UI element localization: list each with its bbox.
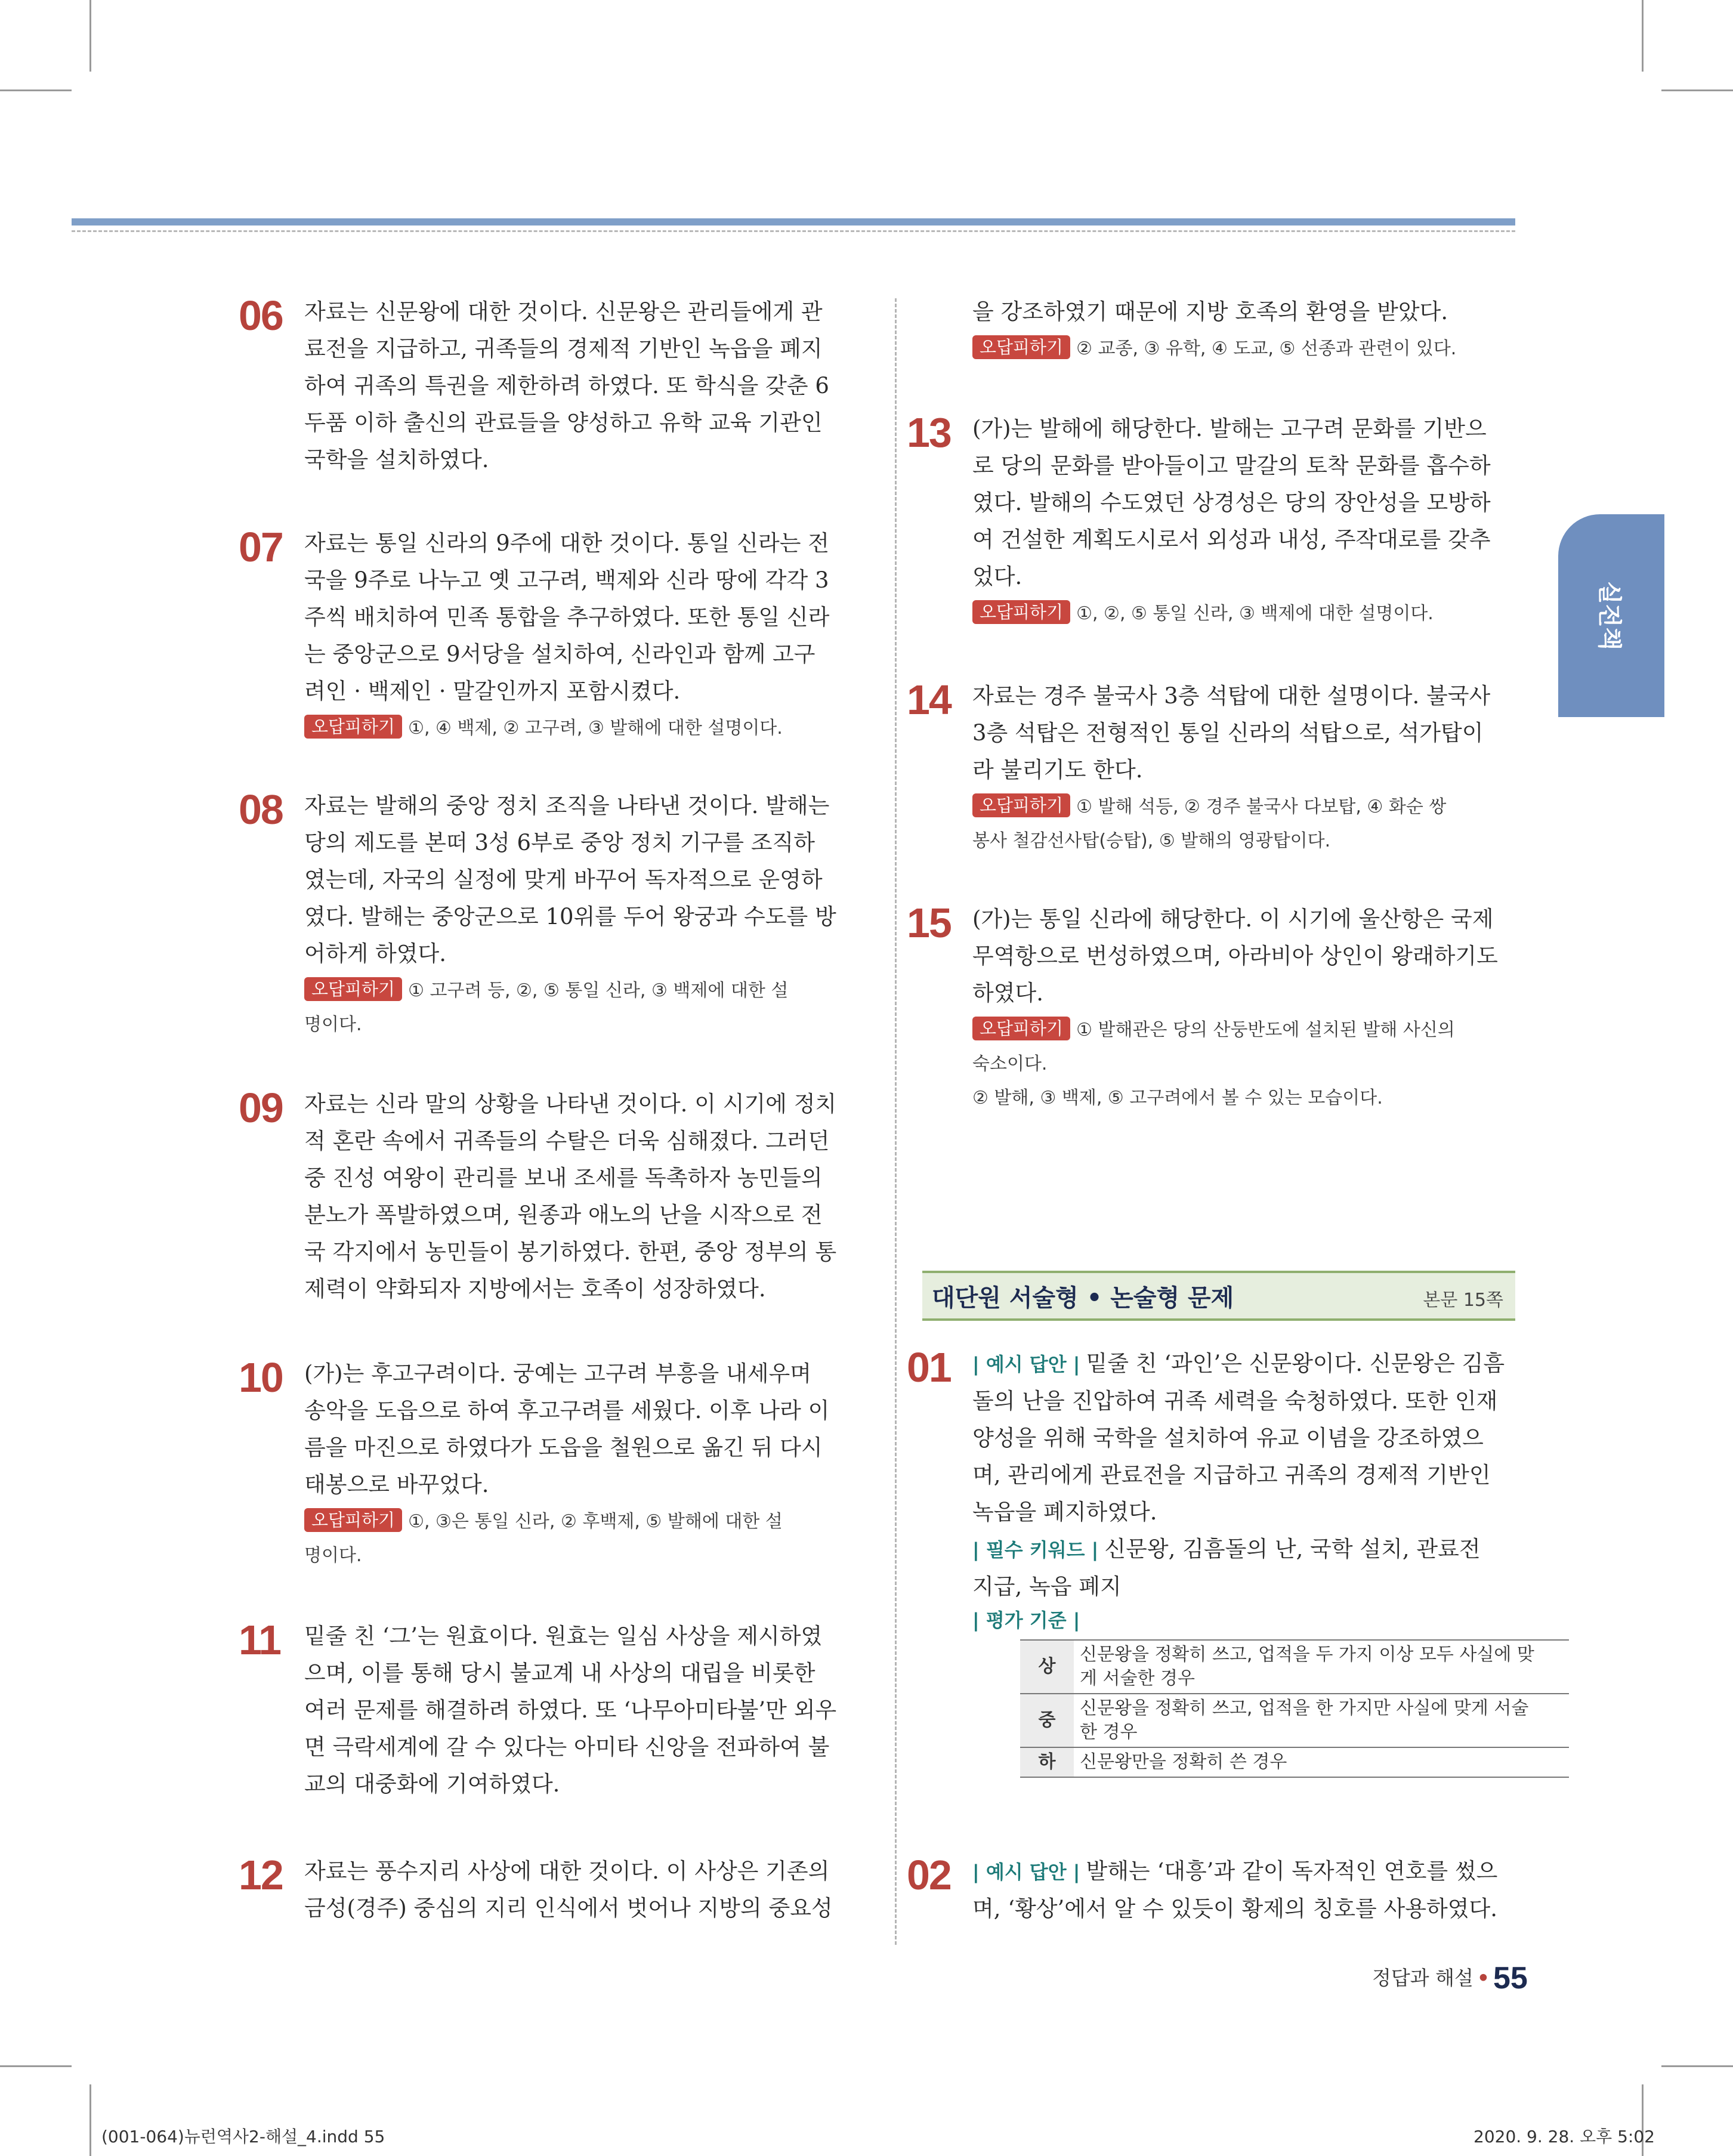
wrong-answer-badge: 오답피하기	[304, 1508, 402, 1532]
header-bar	[72, 218, 1515, 226]
note-line: 명이다.	[304, 1014, 362, 1035]
answer-item	[239, 524, 901, 745]
text-line: 금성(경주) 중심의 지리 인식에서 벗어나 지방의 중요성	[304, 1895, 833, 1921]
text-line: 국학을 설치하였다.	[304, 447, 489, 472]
criteria-text: 신문왕만을 정확히 쓴 경우	[1080, 1752, 1287, 1772]
page-number: 55	[1493, 1961, 1528, 1996]
text-line: 여 건설한 계획도시로서 외성과 내성, 주작대로를 갖추	[972, 527, 1491, 552]
keyword-label: | 필수 키워드 |	[972, 1539, 1099, 1561]
text-line: 국 각지에서 농민들이 봉기하였다. 한편, 중앙 정부의 통	[304, 1239, 837, 1265]
text-line: 무역항으로 번성하였으며, 아라비아 상인이 왕래하기도	[972, 943, 1498, 969]
note-line: ①, ②, ⑤ 통일 신라, ③ 백제에 대한 설명이다.	[1076, 603, 1434, 624]
text-line: 였는데, 자국의 실정에 맞게 바꾸어 독자적으로 운영하	[304, 867, 823, 892]
text-line: 여러 문제를 해결하려 하였다. 또 ‘나무아미타불’만 외우	[304, 1697, 837, 1723]
text-line: (가)는 통일 신라에 해당한다. 이 시기에 울산항은 국제	[972, 906, 1494, 932]
side-tab	[1558, 514, 1664, 717]
text-line: 제력이 약화되자 지방에서는 호족이 성장하였다.	[304, 1276, 766, 1302]
page-footer	[1372, 1960, 1528, 1996]
text-line: 자료는 통일 신라의 9주에 대한 것이다. 통일 신라는 전	[304, 530, 829, 556]
criteria-text: 신문왕을 정확히 쓰고, 업적을 한 가지만 사실에 맞게 서술	[1080, 1698, 1529, 1719]
header-dashed-rule	[72, 230, 1515, 232]
crop-mark	[89, 2084, 91, 2156]
criteria-text: 신문왕을 정확히 쓰고, 업적을 두 가지 이상 모두 사실에 맞	[1080, 1644, 1534, 1665]
text-line: 으며, 이를 통해 당시 불교계 내 사상의 대립을 비롯한	[304, 1660, 815, 1686]
item-number: 10	[239, 1354, 283, 1401]
text-line: 름을 마진으로 하였다가 도읍을 철원으로 옮긴 뒤 다시	[304, 1435, 823, 1460]
imprint-left: (001-064)뉴런역사2-해설_4.indd 55	[101, 2127, 385, 2146]
answer-item	[239, 1852, 901, 1927]
text-line: 자료는 발해의 중앙 정치 조직을 나타낸 것이다. 발해는	[304, 793, 830, 818]
text-line: 는 중앙군으로 9서당을 설치하여, 신라인과 함께 고구	[304, 641, 815, 667]
text-line: 적 혼란 속에서 귀족들의 수탈은 더욱 심해졌다. 그러던	[304, 1128, 830, 1154]
text-line: 자료는 풍수지리 사상에 대한 것이다. 이 사상은 기존의	[304, 1858, 830, 1884]
answer-item	[907, 677, 1569, 858]
item-number: 02	[907, 1852, 951, 1898]
crop-mark	[0, 2065, 72, 2067]
answer-item	[907, 409, 1569, 631]
text-line: 태봉으로 바꾸었다.	[304, 1472, 489, 1497]
item-number: 15	[907, 900, 951, 946]
criteria-label: | 평가 기준 |	[972, 1609, 1080, 1632]
text-line: 당의 제도를 본떠 3성 6부로 중앙 정치 기구를 조직하	[304, 830, 815, 855]
footer-label: 정답과 해설	[1372, 1966, 1473, 1990]
text-line: (가)는 후고구려이다. 궁예는 고구려 부흥을 내세우며	[304, 1361, 812, 1386]
text-line: 로 당의 문화를 받아들이고 말갈의 토착 문화를 흡수하	[972, 453, 1491, 478]
crop-mark	[0, 89, 72, 91]
text-line: 을 강조하였기 때문에 지방 호족의 환영을 받았다.	[972, 299, 1448, 325]
table-row	[1020, 1747, 1569, 1777]
section-title: 대단원 서술형 • 논술형 문제	[932, 1284, 1234, 1312]
item-number: 01	[907, 1344, 951, 1391]
text-line: 발해는 ‘대흥’과 같이 독자적인 연호를 썼으	[1086, 1858, 1498, 1884]
text-line: 돌의 난을 진압하여 귀족 세력을 숙청하였다. 또한 인재	[972, 1388, 1498, 1414]
bullet-icon: •	[1476, 1966, 1490, 1990]
table-row	[1020, 1694, 1569, 1747]
text-line: 하였다.	[972, 980, 1043, 1006]
crop-mark	[89, 0, 91, 72]
text-line: 중 진성 여왕이 관리를 보내 조세를 독촉하자 농민들의	[304, 1165, 823, 1191]
wrong-answer-badge: 오답피하기	[304, 977, 402, 1001]
essay-item	[907, 1852, 1569, 1928]
item-number: 11	[239, 1617, 280, 1663]
answer-keyword-label: | 예시 답안 |	[972, 1353, 1080, 1376]
note-line: 숙소이다.	[972, 1054, 1048, 1074]
note-line: ①, ③은 통일 신라, ② 후백제, ⑤ 발해에 대한 설	[408, 1511, 783, 1532]
imprint-right: 2020. 9. 28. 오후 5:02	[1473, 2127, 1655, 2146]
answer-item	[239, 1617, 901, 1803]
text-line: 국을 9주로 나누고 옛 고구려, 백제와 신라 땅에 각각 3	[304, 567, 829, 593]
answer-item	[239, 292, 901, 478]
note-line: ①, ④ 백제, ② 고구려, ③ 발해에 대한 설명이다.	[408, 718, 783, 739]
item-number: 08	[239, 786, 283, 833]
note-line: 명이다.	[304, 1545, 362, 1566]
grade-cell: 하	[1020, 1747, 1074, 1777]
text-line: 면 극락세계에 갈 수 있다는 아미타 신앙을 전파하여 불	[304, 1734, 830, 1760]
text-line: 라 불리기도 한다.	[972, 757, 1143, 783]
text-line: 었다.	[972, 564, 1022, 589]
answer-keyword-label: | 예시 답안 |	[972, 1861, 1080, 1883]
item-number: 09	[239, 1085, 283, 1131]
text-line: 분노가 폭발하였으며, 원종과 애노의 난을 시작으로 전	[304, 1202, 823, 1228]
note-line: ② 교종, ③ 유학, ④ 도교, ⑤ 선종과 관련이 있다.	[1076, 338, 1457, 359]
text-line: 송악을 도읍으로 하여 후고구려를 세웠다. 이후 나라 이	[304, 1398, 830, 1423]
text-line: 였다. 발해는 중앙군으로 10위를 두어 왕궁과 수도를 방	[304, 904, 836, 929]
item-number: 06	[239, 292, 283, 339]
note-line: 봉사 철감선사탑(승탑), ⑤ 발해의 영광탑이다.	[972, 830, 1331, 851]
text-line: 료전을 지급하고, 귀족들의 경제적 기반인 녹읍을 폐지	[304, 336, 823, 362]
text-line: 며, 관리에게 관료전을 지급하고 귀족의 경제적 기반인	[972, 1462, 1491, 1488]
text-line: 3층 석탑은 전형적인 통일 신라의 석탑으로, 석가탑이	[972, 720, 1484, 746]
table-row	[1020, 1640, 1569, 1694]
item-number: 14	[907, 677, 951, 723]
text-line: 하여 귀족의 특권을 제한하려 하였다. 또 학식을 갖춘 6	[304, 373, 829, 399]
text-line: 밑줄 친 ‘그’는 원효이다. 원효는 일심 사상을 제시하였	[304, 1623, 823, 1649]
wrong-answer-badge: 오답피하기	[972, 600, 1070, 624]
wrong-answer-badge: 오답피하기	[304, 715, 402, 739]
text-line: 교의 대중화에 기여하였다.	[304, 1771, 560, 1797]
answer-item-continued	[972, 294, 1569, 366]
text-line: 양성을 위해 국학을 설치하여 유교 이념을 강조하였으	[972, 1425, 1484, 1451]
text-line: 려인 · 백제인 · 말갈인까지 포함시켰다.	[304, 678, 681, 704]
crop-mark	[1642, 0, 1644, 72]
wrong-answer-badge: 오답피하기	[972, 793, 1070, 817]
wrong-answer-badge: 오답피하기	[972, 1017, 1070, 1040]
grade-cell: 중	[1020, 1694, 1074, 1747]
note-line: ① 고구려 등, ②, ⑤ 통일 신라, ③ 백제에 대한 설	[408, 980, 789, 1001]
item-number: 07	[239, 524, 283, 570]
text-line: 주씩 배치하여 민족 통합을 추구하였다. 또한 통일 신라	[304, 604, 830, 630]
essay-item	[907, 1344, 1569, 1778]
answer-item	[239, 1085, 901, 1308]
note-line: ① 발해관은 당의 산둥반도에 설치된 발해 사신의	[1076, 1020, 1455, 1040]
criteria-text: 한 경우	[1080, 1722, 1138, 1743]
section-page-ref: 본문 15쪽	[1423, 1290, 1503, 1311]
text-line: 두품 이하 출신의 관료들을 양성하고 유학 교육 기관인	[304, 410, 823, 435]
text-line: 자료는 신라 말의 상황을 나타낸 것이다. 이 시기에 정치	[304, 1091, 837, 1117]
item-number: 12	[239, 1852, 283, 1898]
text-line: 며, ‘황상’에서 알 수 있듯이 황제의 칭호를 사용하였다.	[972, 1896, 1497, 1922]
text-line: 지급, 녹읍 폐지	[972, 1574, 1122, 1599]
answer-item	[239, 786, 901, 1042]
text-line: 녹읍을 폐지하였다.	[972, 1499, 1157, 1525]
text-line: 였다. 발해의 수도였던 상경성은 당의 장안성을 모방하	[972, 490, 1491, 515]
text-line: (가)는 발해에 해당한다. 발해는 고구려 문화를 기반으	[972, 416, 1487, 441]
text-line: 어하게 하였다.	[304, 941, 446, 966]
note-line: ① 발해 석등, ② 경주 불국사 다보탑, ④ 화순 쌍	[1076, 796, 1447, 817]
note-line: ② 발해, ③ 백제, ⑤ 고구려에서 볼 수 있는 모습이다.	[972, 1088, 1383, 1108]
criteria-text: 게 서술한 경우	[1080, 1668, 1195, 1689]
section-header	[922, 1271, 1515, 1321]
wrong-answer-badge: 오답피하기	[972, 335, 1070, 359]
answer-item	[907, 900, 1569, 1115]
item-number: 13	[907, 409, 951, 456]
text-line: 밑줄 친 ‘과인’은 신문왕이다. 신문왕은 김흠	[1086, 1351, 1505, 1376]
grade-cell: 상	[1020, 1640, 1074, 1694]
crop-mark	[1661, 2065, 1733, 2067]
answer-item	[239, 1354, 901, 1573]
criteria-table	[1020, 1639, 1569, 1778]
text-line: 자료는 신문왕에 대한 것이다. 신문왕은 관리들에게 관	[304, 299, 823, 325]
text-line: 자료는 경주 불국사 3층 석탑에 대한 설명이다. 불국사	[972, 683, 1491, 709]
side-tab-label: 실전책	[1595, 581, 1623, 650]
text-line: 신문왕, 김흠돌의 난, 국학 설치, 관료전	[1104, 1536, 1481, 1562]
crop-mark	[1661, 89, 1733, 91]
